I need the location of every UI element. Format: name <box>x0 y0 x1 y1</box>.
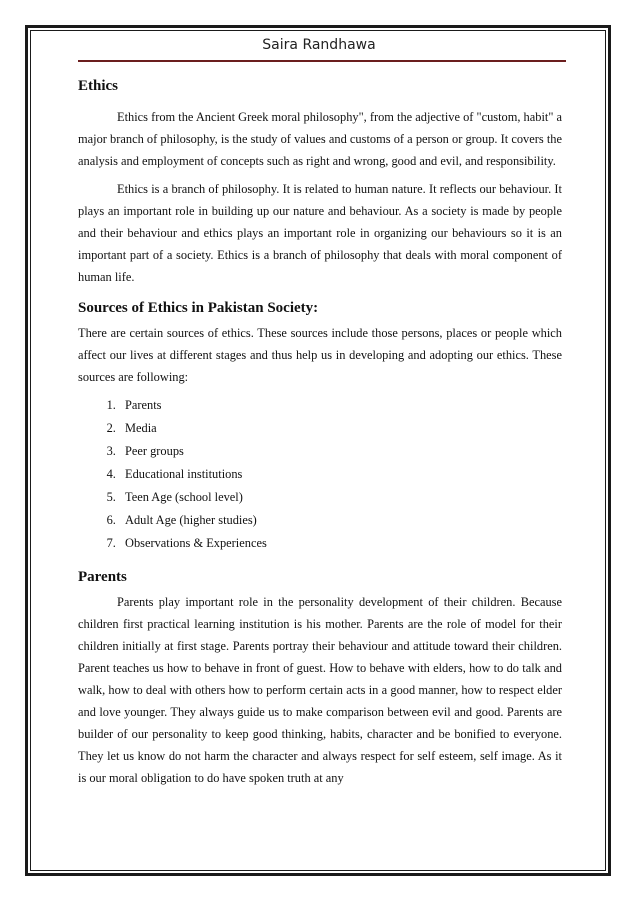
list-item: 4. Educational institutions <box>119 463 562 486</box>
list-item: 6. Adult Age (higher studies) <box>119 509 562 532</box>
ethics-heading: Ethics <box>78 78 119 94</box>
parents-paragraph: Parents play important role in the personality development of their children. Because children first practical learning institution is his mother. Parents are the role of model for their children initially at first stage. Parents portray their behaviour and attitude toward their children. Parent teaches us how to behave in front of guest. How to behave with elders, how to do talk and walk, how to deal with others how to perform certain acts in a good manner, how to respect elder and love younger. They always guide us to make comparison between evil and good. Parents are builder of our personality to keep good thinking, habits, character and be bonified to everyone. They let us know do not harm the character and always respect for self esteem, self image. As it is our moral obligation to do have spoken truth at any <box>78 595 562 785</box>
parents-heading: Parents <box>78 569 127 585</box>
document-body <box>78 72 562 789</box>
header-author-name: Saira Randhawa <box>262 37 376 53</box>
list-item: 3. Peer groups <box>119 440 562 463</box>
list-item: 1. Parents <box>119 394 562 417</box>
ethics-paragraph-1: Ethics from the Ancient Greek moral philosophy", from the adjective of "custom, habit" a major branch of philosophy, is the study of values and customs of a person or group. It covers the analysis and employment of concepts such as right and wrong, good and evil, and responsibility. <box>78 110 562 168</box>
list-item: 7. Observations & Experiences <box>119 532 562 555</box>
list-item: 2. Media <box>119 417 562 440</box>
ethics-paragraph-2: Ethics is a branch of philosophy. It is related to human nature. It reflects our behaviour. It plays an important role in building up our nature and behaviour. As a society is made by people and their behaviour and ethics plays an important role in organizing our behaviours so it is an important part of a society. Ethics is a branch of philosophy that deals with moral component of human life. <box>78 182 562 284</box>
header-rule <box>78 60 566 62</box>
sources-intro: There are certain sources of ethics. These sources include those persons, places or people which affect our lives at different stages and thus help us in developing and adopting our ethics. These sources are following: <box>78 326 562 384</box>
sources-list <box>78 394 562 555</box>
sources-heading: Sources of Ethics in Pakistan Society: <box>78 300 319 316</box>
list-item: 5. Teen Age (school level) <box>119 486 562 509</box>
